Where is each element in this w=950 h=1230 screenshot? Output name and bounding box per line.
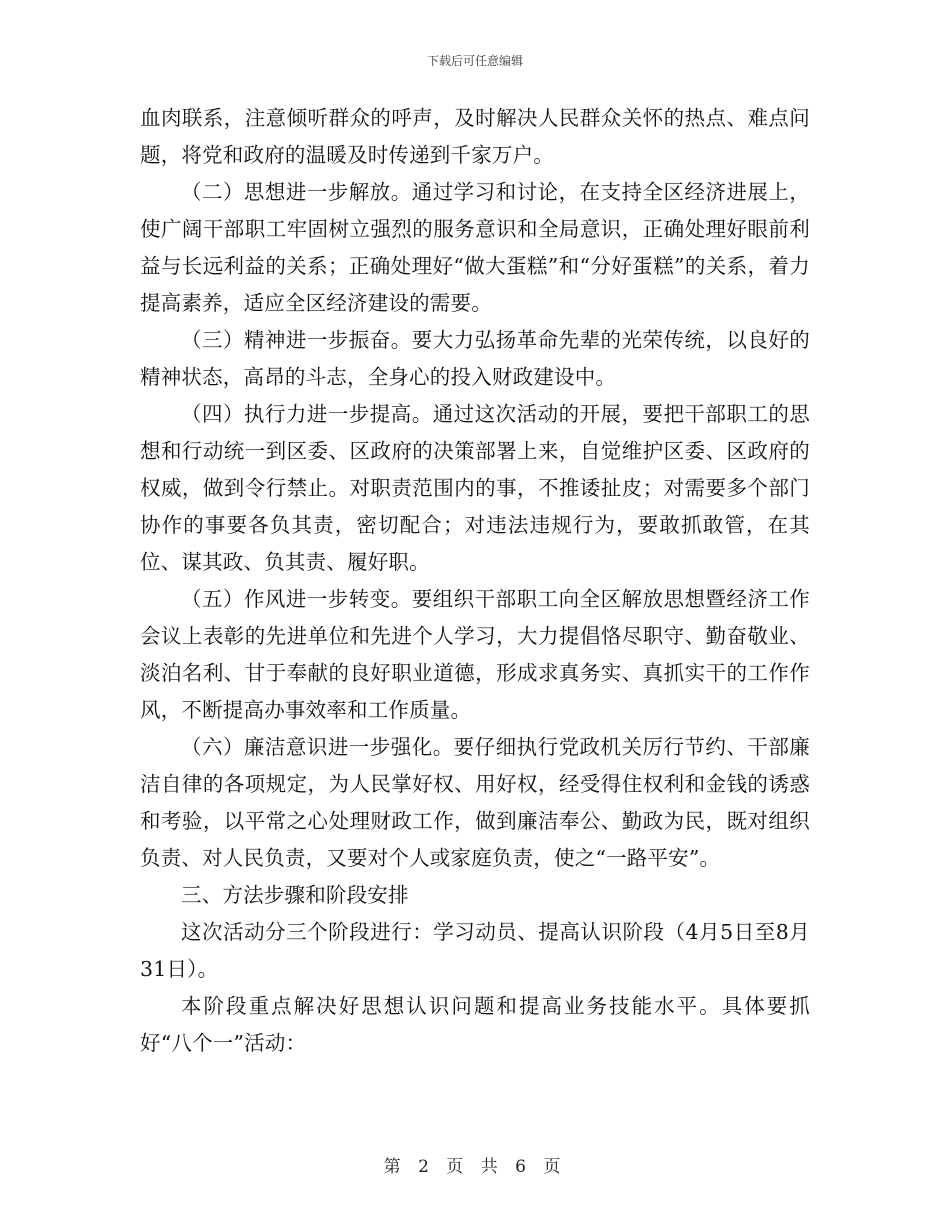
page-number-footer: 第 2 页 共 6 页 xyxy=(383,1157,567,1177)
page-header: 下载后可任意编辑 xyxy=(426,54,523,68)
paragraph-spirit-uplift: （三）精神进一步振奋。要大力弘扬革命先辈的光荣传统，以良好的精神状态，高昂的斗志，全身心的投入财政建设中。 xyxy=(140,328,810,389)
paragraph-execution: （四）执行力进一步提高。通过这次活动的开展，要把干部职工的思想和行动统一到区委、区政府的决策部署上来，自觉维护区委、区政府的权威，做到令行禁止。对职责范围内的事，不推诿扯皮；对需要多个部门协作的事要各负其责，密切配合；对违法违规行为，要敢抓敢管，在其位、谋其政、负其责、履好职。 xyxy=(140,402,810,574)
paragraph-focus: 本阶段重点解决好思想认识问题和提高业务技能水平。具体要抓好“八个一”活动： xyxy=(140,994,810,1055)
paragraph-continuation: 血肉联系，注意倾听群众的呼声，及时解决人民群众关怀的热点、难点问题，将党和政府的温暖及时传递到千家万户。 xyxy=(140,106,810,167)
paragraph-work-style: （五）作风进一步转变。要组织干部职工向全区解放思想暨经济工作会议上表彰的先进单位和先进个人学习，大力提倡恪尽职守、勤奋敬业、淡泊名利、甘于奉献的良好职业道德，形成求真务实、真抓实干的工作作风，不断提高办事效率和工作质量。 xyxy=(140,587,810,722)
paragraph-integrity: （六）廉洁意识进一步强化。要仔细执行党政机关厉行节约、干部廉洁自律的各项规定，为人民掌好权、用好权，经受得住权利和金钱的诱惑和考验，以平常之心处理财政工作，做到廉洁奉公、勤政为民，既对组织负责、对人民负责，又要对个人或家庭负责，使之“一路平安”。 xyxy=(140,735,810,870)
section-heading-methods: 三、方法步骤和阶段安排 xyxy=(181,883,409,907)
document-body xyxy=(140,100,810,1062)
paragraph-phases: 这次活动分三个阶段进行：学习动员、提高认识阶段（4月5日至8月31日）。 xyxy=(140,920,810,981)
paragraph-thought-liberation: （二）思想进一步解放。通过学习和讨论，在支持全区经济进展上，使广阔干部职工牢固树立强烈的服务意识和全局意识，正确处理好眼前利益与长远利益的关系；正确处理好“做大蛋糕”和“分好蛋糕”的关系，着力提高素养，适应全区经济建设的需要。 xyxy=(140,180,810,315)
